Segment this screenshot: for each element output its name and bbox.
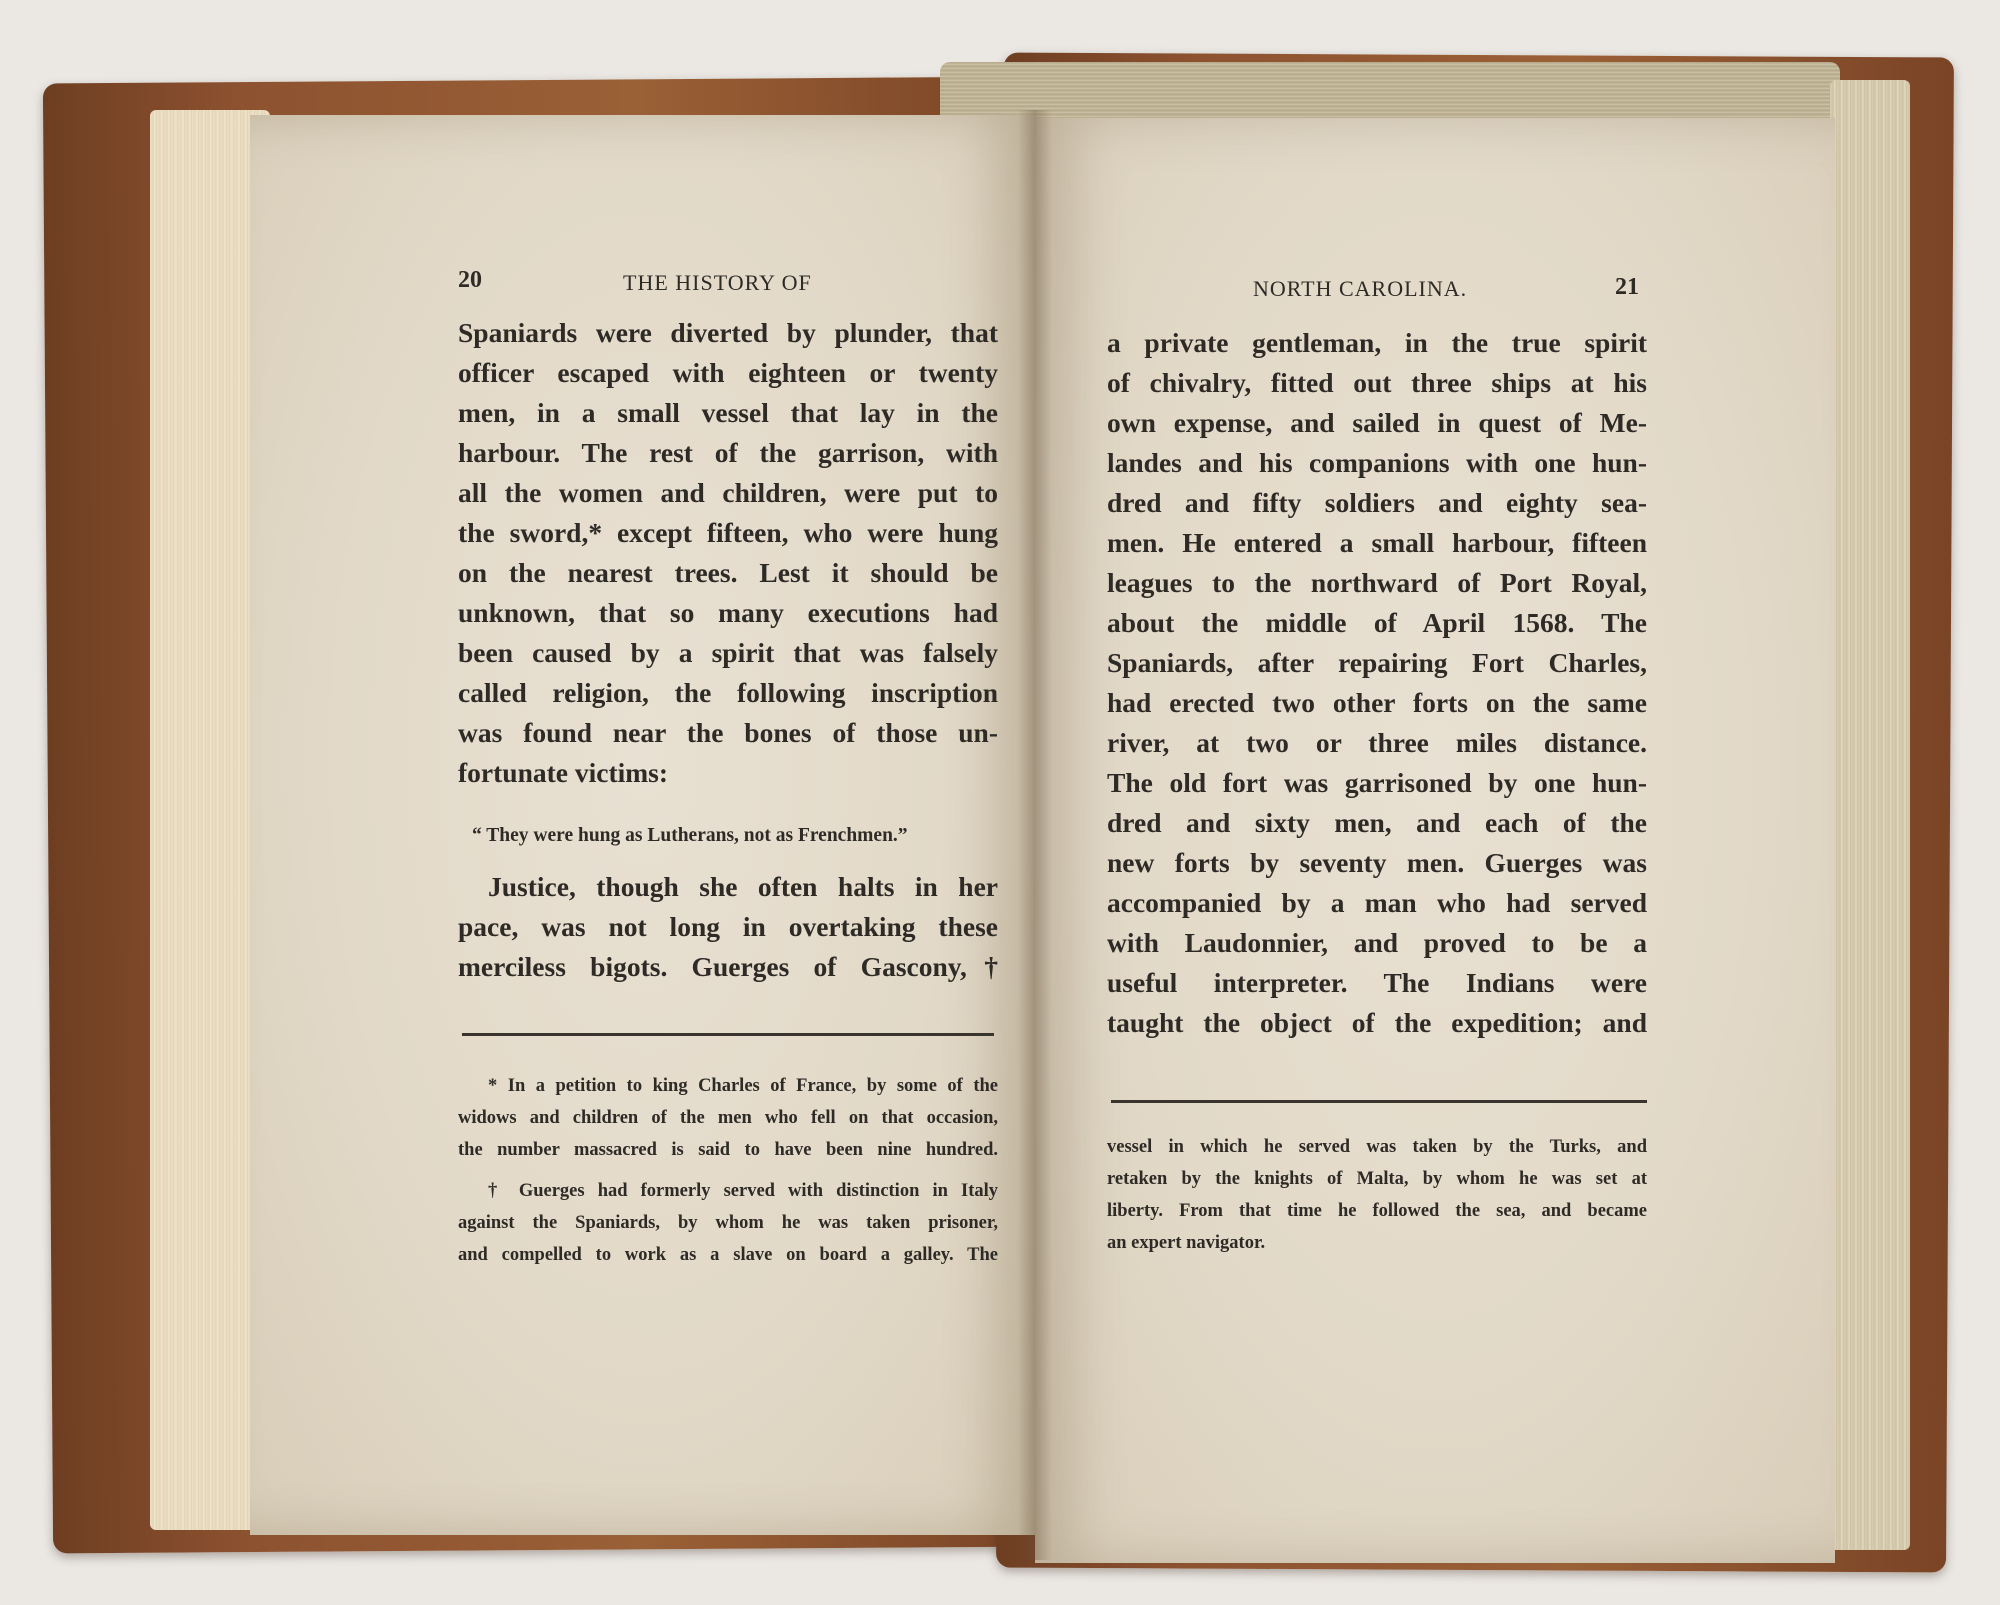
body-line: new forts by seventy men. Guerges was xyxy=(1107,847,1647,878)
footnote-line: the number massacred is said to have been nine hundred. xyxy=(458,1140,998,1160)
body-line: been caused by a spirit that was falsely xyxy=(458,637,998,668)
footnote-line: and compelled to work as a slave on board a galley. The xyxy=(458,1245,998,1265)
body-line: men, in a small vessel that lay in the xyxy=(458,397,998,428)
body-line: unknown, that so many executions had xyxy=(458,597,998,628)
body-line: dred and fifty soldiers and eighty sea- xyxy=(1107,487,1647,518)
footnote-line: retaken by the knights of Malta, by whom he was set at xyxy=(1107,1169,1647,1189)
body-line: of chivalry, fitted out three ships at his xyxy=(1107,367,1647,398)
body-line: about the middle of April 1568. The xyxy=(1107,607,1647,638)
body-line: Justice, though she often halts in her xyxy=(488,871,998,902)
left-page xyxy=(250,115,1035,1535)
left-page-number: 20 xyxy=(458,267,482,293)
body-line: harbour. The rest of the garrison, with xyxy=(458,437,998,468)
right-page xyxy=(1035,118,1835,1563)
body-line: had erected two other forts on the same xyxy=(1107,687,1647,718)
footnote-line: widows and children of the men who fell on that occasion, xyxy=(458,1108,998,1128)
left-footnote-2 xyxy=(458,1175,998,1271)
body-line: officer escaped with eighteen or twenty xyxy=(458,357,998,388)
body-line: taught the object of the expedition; and xyxy=(1107,1007,1647,1038)
footnote-line: liberty. From that time he followed the sea, and became xyxy=(1107,1201,1647,1221)
footnote-line: vessel in which he served was taken by the Turks, and xyxy=(1107,1137,1647,1157)
body-line: all the women and children, were put to xyxy=(458,477,998,508)
footnote-line: † Guerges had formerly served with distinction in Italy xyxy=(488,1181,998,1201)
body-line: dred and sixty men, and each of the xyxy=(1107,807,1647,838)
body-line: merciless bigots. Guerges of Gascony,† xyxy=(458,951,998,982)
body-line: landes and his companions with one hun- xyxy=(1107,447,1647,478)
footnote-line: against the Spaniards, by whom he was taken prisoner, xyxy=(458,1213,998,1233)
body-line: on the nearest trees. Lest it should be xyxy=(458,557,998,588)
body-line: The old fort was garrisoned by one hun- xyxy=(1107,767,1647,798)
body-line: the sword,* except fifteen, who were hung xyxy=(458,517,998,548)
body-line: Spaniards were diverted by plunder, that xyxy=(458,317,998,348)
left-footnote-1 xyxy=(458,1070,998,1166)
body-line: men. He entered a small harbour, fifteen xyxy=(1107,527,1647,558)
body-line: pace, was not long in overtaking these xyxy=(458,911,998,942)
book-gutter xyxy=(1018,110,1052,1560)
right-body-text xyxy=(1107,323,1647,1043)
footnote-line: an expert navigator. xyxy=(1107,1233,1266,1253)
left-running-head: THE HISTORY OF xyxy=(623,270,812,295)
body-line: called religion, the following inscription xyxy=(458,677,998,708)
body-line: fortunate victims: xyxy=(458,757,669,788)
body-line: Spaniards, after repairing Fort Charles, xyxy=(1107,647,1647,678)
footnote-rule xyxy=(1111,1100,1647,1103)
body-line: with Laudonnier, and proved to be a xyxy=(1107,927,1647,958)
body-line: was found near the bones of those un- xyxy=(458,717,998,748)
right-page-number: 21 xyxy=(1615,274,1639,300)
body-line: river, at two or three miles distance. xyxy=(1107,727,1647,758)
right-footnote xyxy=(1107,1131,1647,1259)
footnote-rule xyxy=(462,1033,994,1036)
left-body-text-2 xyxy=(458,867,998,987)
right-running-head: NORTH CAROLINA. xyxy=(1253,276,1468,301)
footnote-line: * In a petition to king Charles of France, by some of the xyxy=(488,1076,998,1096)
body-line: useful interpreter. The Indians were xyxy=(1107,967,1647,998)
inscription-quote: “ They were hung as Lutherans, not as Frenchmen.” xyxy=(472,825,908,846)
page-edges-right xyxy=(1830,80,1910,1550)
body-line: leagues to the northward of Port Royal, xyxy=(1107,567,1647,598)
body-line: accompanied by a man who had served xyxy=(1107,887,1647,918)
left-body-text xyxy=(458,313,998,793)
body-line: a private gentleman, in the true spirit xyxy=(1107,327,1647,358)
body-line: own expense, and sailed in quest of Me- xyxy=(1107,407,1647,438)
